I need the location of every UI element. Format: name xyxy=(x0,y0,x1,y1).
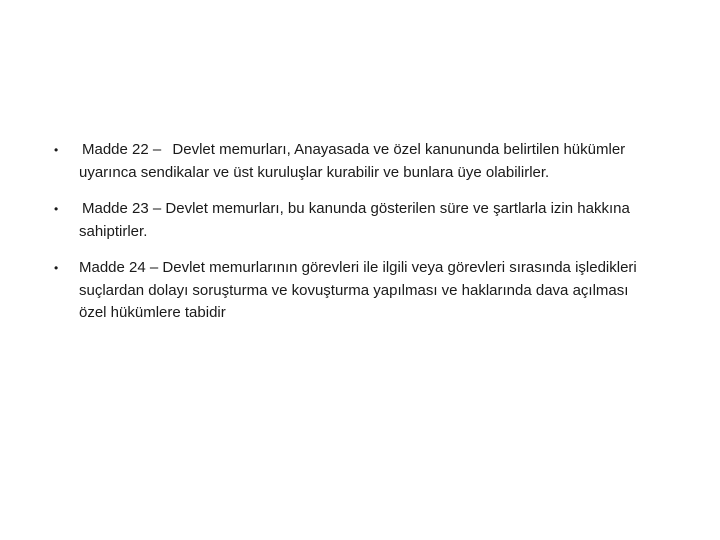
list-item-madde-24 xyxy=(52,257,652,325)
article-dash: – xyxy=(145,259,163,276)
article-dash: – xyxy=(148,200,166,217)
article-text: Devlet memurlarının görevleri ile ilgili veya görevleri sırasında işledikleri suçlardan dolayı soruşturma ve kovuşturma yapılması ve haklarında dava açılması özel hükümlere tabidir xyxy=(79,259,637,321)
article-text: Devlet memurları, bu kanunda gösterilen süre ve şartlarla izin hakkına sahiptirler. xyxy=(79,200,630,240)
bullet-dot-icon: • xyxy=(54,261,59,275)
bullet-dot-icon: • xyxy=(54,143,59,157)
bullet-dot-icon: • xyxy=(54,202,59,216)
bullet-list xyxy=(52,139,652,339)
article-text: Devlet memurları, Anayasada ve özel kanununda belirtilen hükümler uyarınca sendikalar ve üst kuruluşlar kurabilir ve bunlara üye olabilirler. xyxy=(79,141,626,181)
list-item-madde-23 xyxy=(52,198,652,243)
article-label: Madde 22 xyxy=(82,141,149,158)
article-label: Madde 24 xyxy=(79,259,146,276)
article-label: Madde 23 xyxy=(82,200,149,217)
article-dash: – xyxy=(148,141,166,158)
list-item-madde-22 xyxy=(52,139,652,184)
